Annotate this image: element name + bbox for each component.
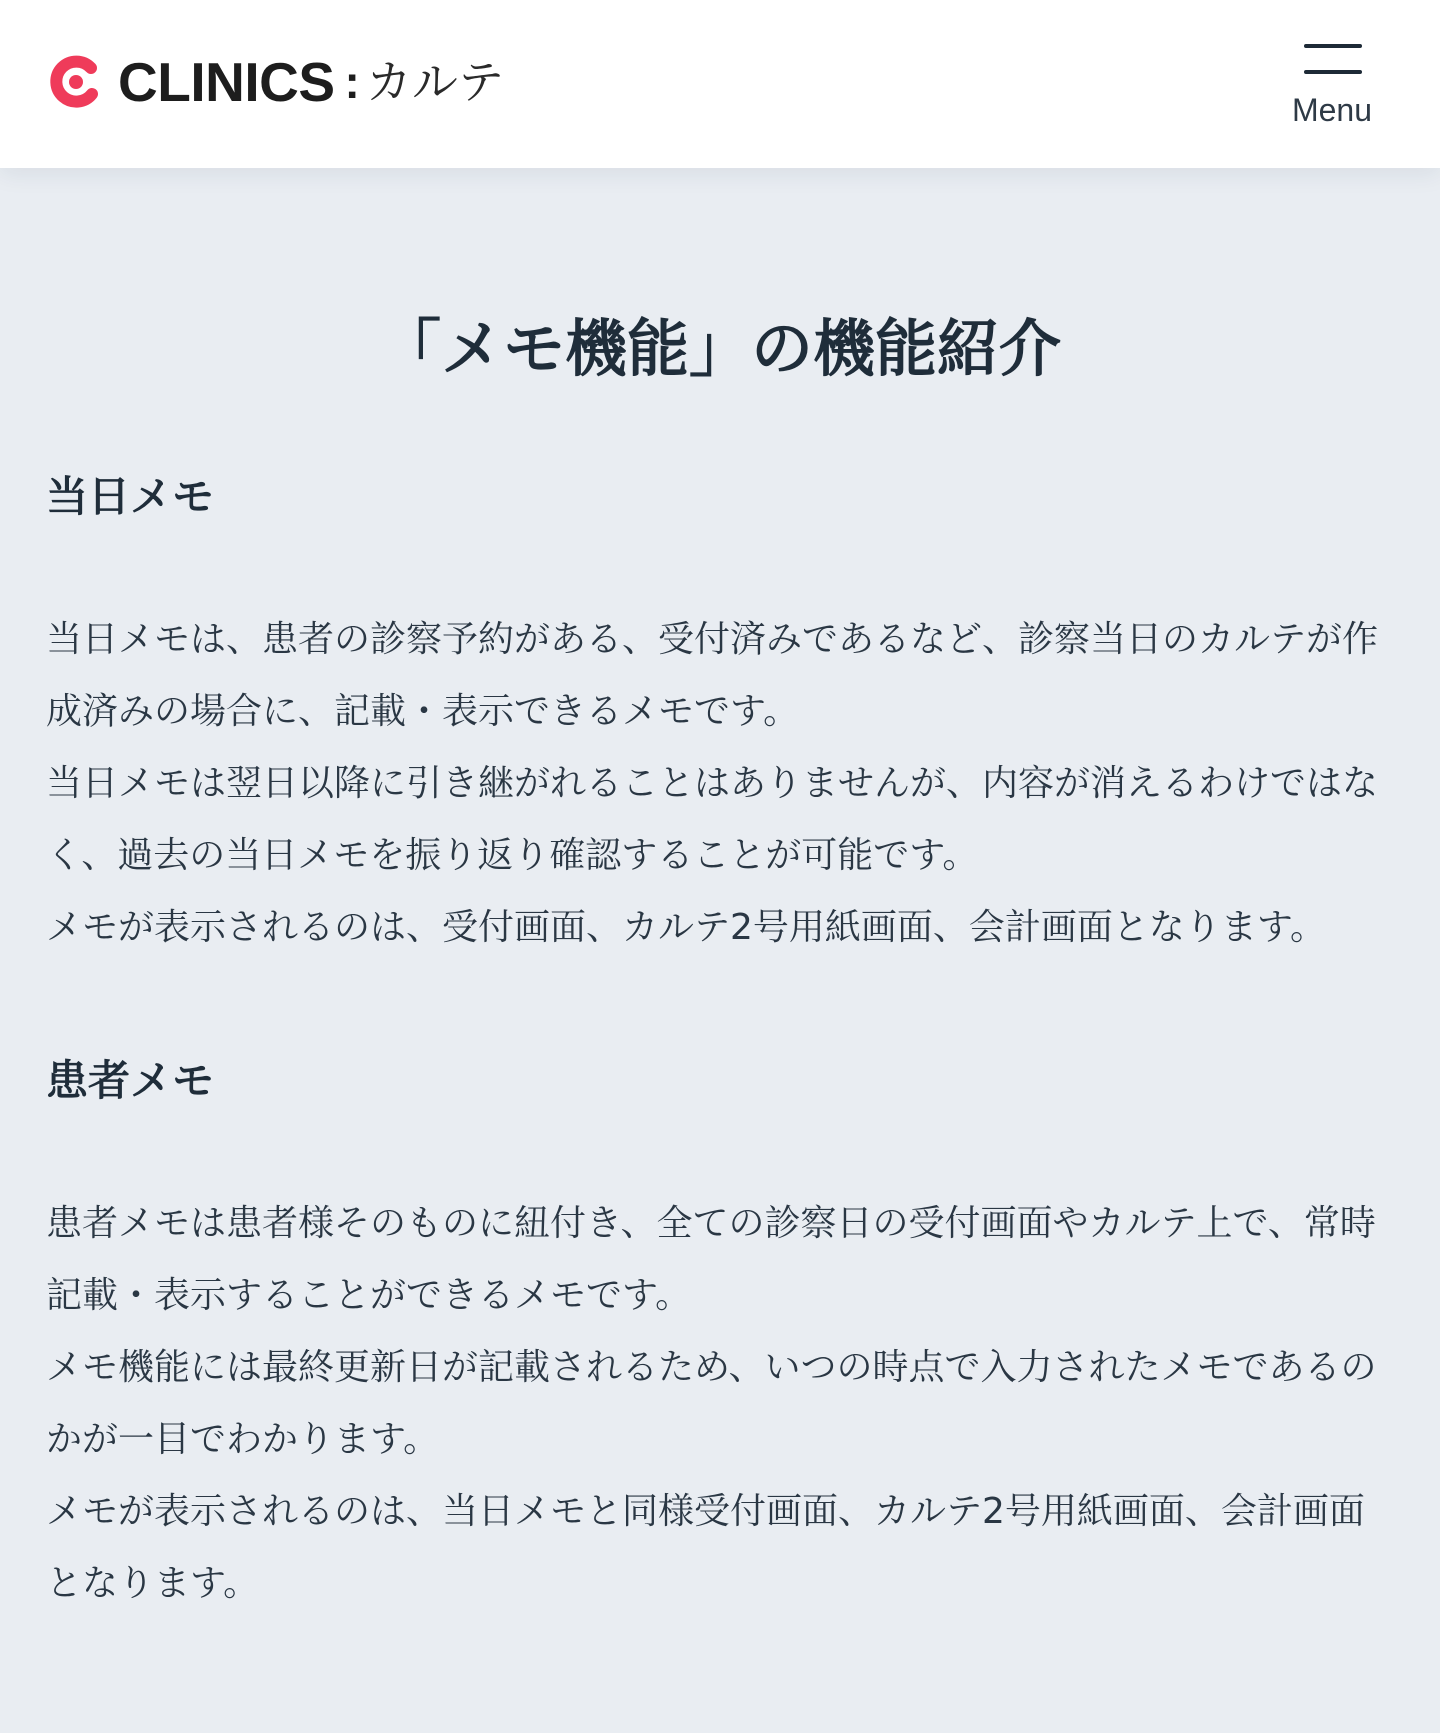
brand-separator: : <box>344 56 360 108</box>
site-header <box>0 0 1440 168</box>
brand-name: CLINICS <box>118 50 335 113</box>
paragraph: 当日メモは、患者の診察予約がある、受付済みであるなど、診察当日のカルテが作成済みの場合に、記載・表示できるメモです。 <box>46 619 1379 732</box>
paragraph: メモが表示されるのは、受付画面、カルテ2号用紙画面、会計画面となります。 <box>46 907 1327 948</box>
section-body <box>46 604 1396 964</box>
clinics-logo-icon <box>46 52 106 112</box>
brand-product-name: カルテ <box>365 55 504 109</box>
section-daily-memo <box>46 472 1394 964</box>
section-patient-memo <box>46 1056 1394 1620</box>
paragraph: 患者メモは患者様そのものに紐付き、全ての診察日の受付画面やカルテ上で、常時記載・表示することができるメモです。 <box>46 1203 1376 1316</box>
page-title: 「メモ機能」の機能紹介 <box>378 312 1061 385</box>
paragraph: メモ機能には最終更新日が記載されるため、いつの時点で入力されたメモであるのかが一目でわかります。 <box>46 1347 1377 1460</box>
menu-label: Menu <box>1291 92 1373 128</box>
paragraph: メモが表示されるのは、当日メモと同様受付画面、カルテ2号用紙画面、会計画面となります。 <box>46 1491 1365 1604</box>
section-body <box>46 1188 1396 1620</box>
menu-button[interactable] <box>1282 40 1382 136</box>
section-heading: 患者メモ <box>46 1056 215 1105</box>
clinics-karte-logo[interactable] <box>46 50 504 113</box>
paragraph: 当日メモは翌日以降に引き継がれることはありませんが、内容が消えるわけではなく、過去の当日メモを振り返り確認することが可能です。 <box>46 763 1379 876</box>
hamburger-icon <box>1304 44 1362 96</box>
section-heading: 当日メモ <box>46 472 215 521</box>
main-content <box>0 168 1440 1620</box>
